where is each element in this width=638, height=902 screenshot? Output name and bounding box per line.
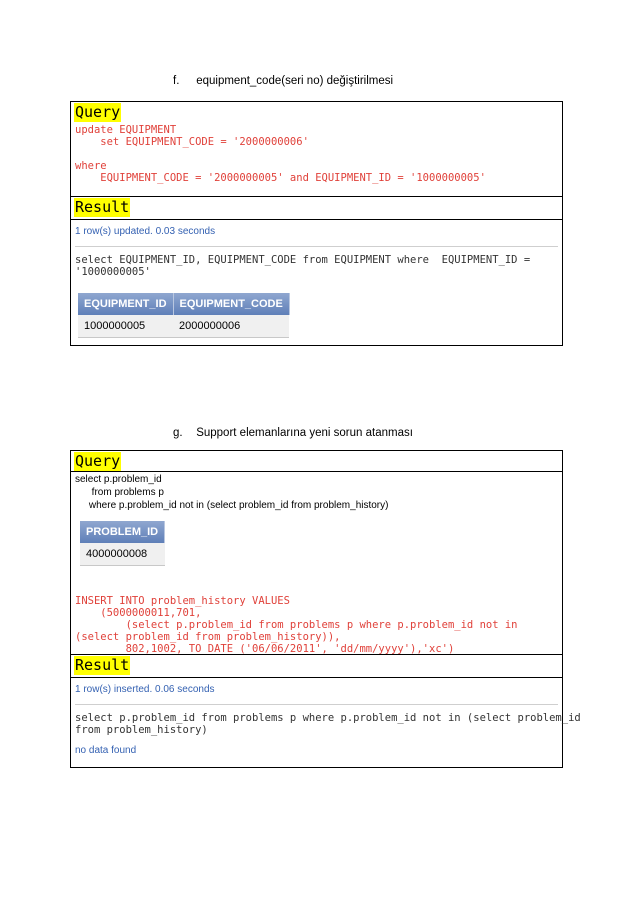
section-g-number: g. bbox=[173, 427, 183, 439]
query-label: Query bbox=[75, 452, 121, 470]
section-g-title: Support elemanlarına yeni sorun atanması bbox=[196, 427, 413, 439]
divider bbox=[75, 246, 558, 247]
query-label: Query bbox=[75, 103, 121, 121]
section-f-number: f. bbox=[173, 75, 180, 87]
table-cell: 1000000005 bbox=[78, 315, 173, 338]
section-f-result-body bbox=[71, 220, 562, 338]
result-label: Result bbox=[75, 656, 130, 674]
table-cell: 2000000006 bbox=[173, 315, 289, 338]
select-query-text: select p.problem_id from problems p where p.problem_id not in (select problem_id from problem_history) bbox=[75, 474, 389, 511]
section-g-result-header bbox=[71, 654, 562, 678]
result-message: 1 row(s) inserted. 0.06 seconds bbox=[75, 684, 215, 695]
equipment-result-table bbox=[78, 293, 290, 338]
result-label: Result bbox=[75, 198, 130, 216]
no-data-message: no data found bbox=[75, 745, 137, 756]
table-row bbox=[80, 543, 165, 566]
section-g-result-body bbox=[71, 678, 581, 756]
section-g-query-header bbox=[71, 451, 562, 472]
problem-result-table bbox=[80, 521, 165, 566]
section-f-result-header bbox=[71, 196, 562, 220]
section-f-title: equipment_code(seri no) değiştirilmesi bbox=[196, 75, 394, 87]
section-g-heading bbox=[173, 427, 413, 439]
result-select-code: select EQUIPMENT_ID, EQUIPMENT_CODE from EQUIPMENT where EQUIPMENT_ID = '1000000005' bbox=[75, 254, 531, 278]
table-cell: 4000000008 bbox=[80, 543, 165, 566]
table-header-row bbox=[80, 521, 165, 543]
table-row bbox=[78, 315, 289, 338]
section-f-query-body bbox=[71, 124, 562, 196]
query-code: update EQUIPMENT set EQUIPMENT_CODE = '2000000006' where EQUIPMENT_CODE = '2000000005' and EQUIPMENT_ID = '1000000005' bbox=[75, 124, 486, 184]
result-select-code: select p.problem_id from problems p where p.problem_id not in (select problem_id from problem_history) bbox=[75, 712, 581, 736]
divider bbox=[75, 704, 558, 705]
section-g-query-body bbox=[71, 472, 562, 654]
insert-query-code: INSERT INTO problem_history VALUES (5000000011,701, (select p.problem_id from problems p where p.problem_id not in (select problem_id from problem_history)), 802,1002, TO_DATE ('06/06/2011', 'dd/mm/yyyy'),'xc') bbox=[75, 595, 518, 655]
section-f-heading bbox=[173, 75, 393, 87]
column-header: EQUIPMENT_ID bbox=[78, 293, 173, 315]
column-header: PROBLEM_ID bbox=[80, 521, 165, 543]
section-f-box bbox=[70, 101, 563, 346]
result-message: 1 row(s) updated. 0.03 seconds bbox=[75, 226, 216, 237]
column-header: EQUIPMENT_CODE bbox=[173, 293, 289, 315]
section-g-box bbox=[70, 450, 581, 768]
table-header-row bbox=[78, 293, 289, 315]
section-f-query-header bbox=[71, 102, 562, 124]
